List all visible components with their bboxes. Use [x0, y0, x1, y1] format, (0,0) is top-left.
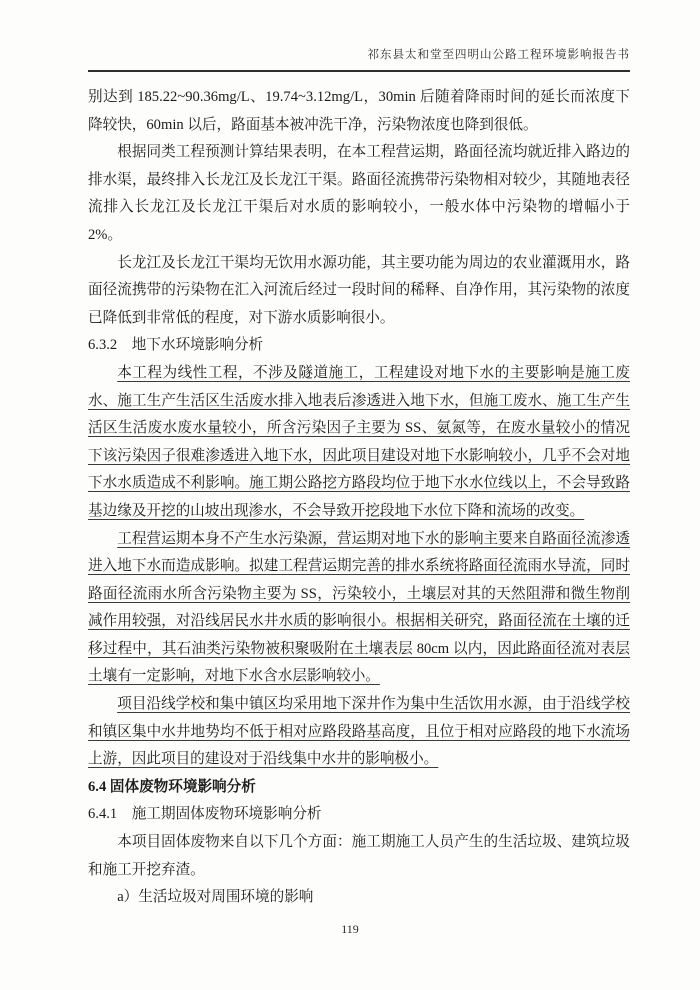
list-item-a-domestic-garbage: a）生活垃圾对周围环境的影响 — [117, 889, 314, 906]
section-heading-6-4: 6.4 固体废物环境影响分析 — [88, 778, 256, 795]
document-body — [88, 84, 630, 912]
paragraph-solid-waste-sources: 本项目固体废物来自以下几个方面：施工期施工人员产生的生活垃圾、建筑垃圾和施工开挖弃渣。 — [88, 834, 630, 878]
paragraph-runoff-concentration: 别达到 185.22~90.36mg/L、19.74~3.12mg/L，30min 后随着降雨时间的延长而浓度下降较快，60min 以后，路面基本被冲洗干净，污染物浓度也降到很低。 — [88, 89, 630, 133]
paragraph-wells-drinking-water: 项目沿线学校和集中镇区均采用地下深井作为集中生活饮用水源，由于沿线学校和镇区集中水井地势均不低于相对应路段路基高度，且位于相对应路段的地下水流场上游，因此项目的建设对于沿线集中水井的影响极小。 — [88, 696, 630, 768]
header-title: 祁东县太和堂至四明山公路工程环境影响报告书 — [367, 49, 630, 61]
paragraph-changlongjiang-irrigation: 长龙江及长龙江干渠均无饮用水源功能，其主要功能为周边的农业灌溉用水，路面径流携带的污染物在汇入河流后经过一段时间的稀释、自净作用，其污染物的浓度已降低到非常低的程度，对下游水质影响很小。 — [88, 254, 630, 326]
section-heading-6-4-1: 6.4.1 施工期固体废物环境影响分析 — [88, 806, 322, 823]
paragraph-groundwater-operation-impact: 工程营运期本身不产生水污染源，营运期对地下水的影响主要来自路面径流渗透进入地下水而造成影响。拟建工程营运期完善的排水系统将路面径流雨水导流，同时路面径流雨水所含污染物主要为 SS，污染较小，土壤层对其的天然阻滞和微生物削减作用较强，对沿线居民水井水质的影响很小。根据相关研究，路面径流在土壤的迁移过程中，其石油类污染物被积聚吸附在土壤表层 80cm 以内，因此路面径流对表层土壤有一定影响，对地下水含水层影响较小。 — [88, 530, 630, 685]
section-heading-6-3-2: 6.3.2 地下水环境影响分析 — [88, 337, 264, 354]
paragraph-prediction-results: 根据同类工程预测计算结果表明，在本工程营运期，路面径流均就近排入路边的排水渠，最终排入长龙江及长龙江干渠。路面径流携带污染物相对较少，其随地表径流排入长龙江及长龙江干渠后对水质的影响较小，一般水体中污染物的增幅小于2%。 — [88, 144, 630, 243]
page-header — [88, 46, 630, 62]
page-number: 119 — [341, 922, 359, 936]
paragraph-groundwater-construction-impact: 本工程为线性工程，不涉及隧道施工，工程建设对地下水的主要影响是施工废水、施工生产生活区生活废水排入地表后渗透进入地下水，但施工废水、施工生产生活区生活废水废水量较小，所含污染因子主要为 SS、氨氮等，在废水量较小的情况下该污染因子很难渗透进入地下水，因此项目建设对地下水影响较小，几乎不会对地下水水质造成不利影响。施工期公路挖方路段均位于地下水水位线以上，不会导致路基边缘及开挖的山坡出现渗水，不会导致开挖段地下水位下降和流场的改变。 — [88, 364, 630, 519]
header-divider — [88, 70, 630, 72]
